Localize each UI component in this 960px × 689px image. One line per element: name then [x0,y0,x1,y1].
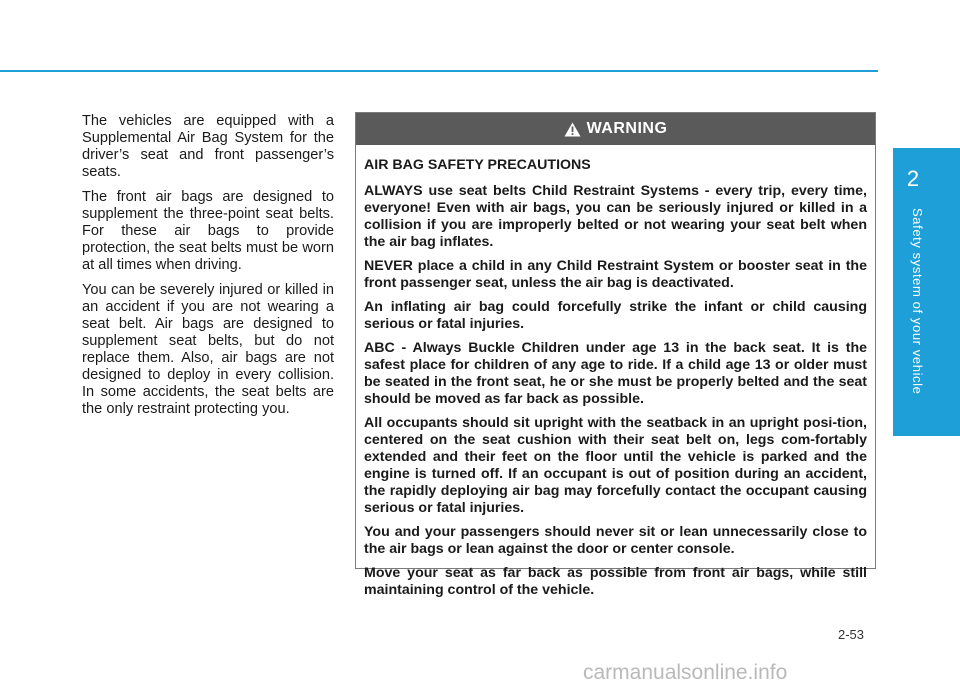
warning-title: AIR BAG SAFETY PRECAUTIONS [364,157,591,173]
warning-paragraph: ABC - Always Buckle Children under age 13 in the back seat. It is the safest place for children of any age to ride. If a child age 13 or older must be seated in the front seat, he or she must be properly belted and the seat should be moved as far back as possible. [364,340,867,407]
warning-box [355,112,876,598]
chapter-tab [893,148,960,436]
warning-triangle-icon [564,122,581,137]
warning-body [356,145,875,599]
warning-paragraph: NEVER place a child in any Child Restraint System or booster seat in the front passenger seat, unless the air bag is deactivated. [364,258,867,291]
watermark-text: carmanualsonline.info [583,661,788,684]
chapter-title: Safety system of your vehicle [910,208,925,395]
warning-paragraph: An inflating air bag could forcefully strike the infant or child causing serious or fatal injuries. [364,299,867,332]
warning-paragraph: ALWAYS use seat belts Child Restraint Systems - every trip, every time, everyone! Even with air bags, you can be seriously injured or killed in a collision if you are improperly belted or not wearing your seat belt when the air bag inflates. [364,183,867,250]
page-number: 2-53 [838,627,865,642]
chapter-number: 2 [906,166,920,191]
warning-paragraph: You and your passengers should never sit or lean unnecessarily close to the air bags or lean against the door or center console. [364,524,867,557]
warning-label: WARNING [586,120,668,137]
warning-paragraph: All occupants should sit upright with the seatback in an upright posi-tion, centered on the seat cushion with their seat belt on, legs com-fortably extended and their feet on the floor until the vehicle is parked and the engine is turned off. If an occupant is out of position during an accident, the rapidly deploying air bag may forcefully contact the occupant causing serious or fatal injuries. [364,415,867,516]
intro-paragraph: You can be severely injured or killed in an accident if you are not wearing a seat belt. Air bags are designed to supplement seat belts, but do not replace them. Also, air bags are not designed to deploy in every collision. In some accidents, the seat belts are the only restraint protecting you. [82,282,334,417]
intro-text-column [82,113,334,426]
intro-paragraph: The front air bags are designed to supplement the three-point seat belts. For these air bags to provide protection, the seat belts must be worn at all times when driving. [82,189,334,273]
intro-paragraph: The vehicles are equipped with a Supplemental Air Bag System for the driver’s seat and front passenger’s seats. [82,113,334,180]
warning-header [356,113,875,145]
header-rule [0,70,878,72]
warning-paragraph: Move your seat as far back as possible from front air bags, while still maintaining control of the vehicle. [364,565,867,598]
